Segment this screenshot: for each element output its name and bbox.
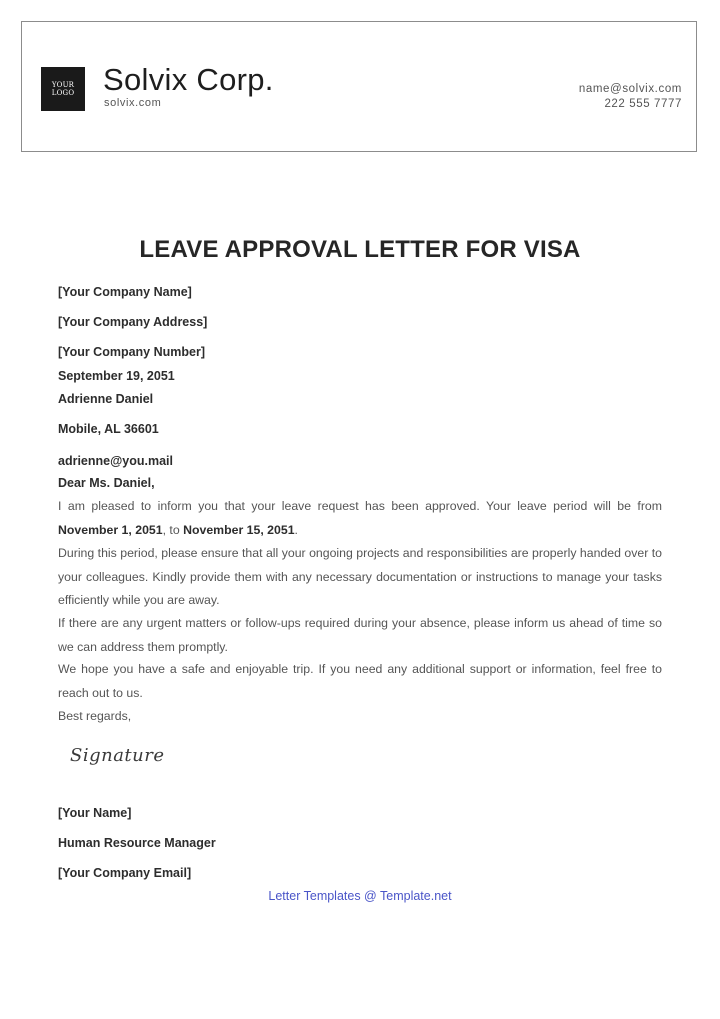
signer-email: [Your Company Email] (58, 866, 192, 880)
salutation: Dear Ms. Daniel, (58, 476, 155, 490)
leave-start-date: November 1, 2051 (58, 522, 163, 537)
leave-end-date: November 15, 2051 (183, 522, 295, 537)
signer-name: [Your Name] (58, 806, 132, 820)
letter-date: September 19, 2051 (58, 369, 175, 383)
company-name: Solvix Corp. (103, 62, 274, 97)
company-address-placeholder: [Your Company Address] (58, 315, 208, 329)
paragraph-handover: During this period, please ensure that all your ongoing projects and responsibilities are properly handed over to your colleagues. Kindly provide them with any necessary documentation or instructions to manage your tasks efficiently while you are away. (58, 546, 662, 607)
signature: Signature (70, 745, 165, 766)
paragraph-wishes: We hope you have a safe and enjoyable trip. If you need any additional support or information, feel free to reach out to us. (58, 662, 662, 700)
paragraph-approval-mid: , to (162, 522, 184, 537)
signer-title: Human Resource Manager (58, 836, 216, 850)
contact-info (579, 82, 682, 112)
company-number-placeholder: [Your Company Number] (58, 345, 205, 359)
logo-text-line1: YOUR (51, 81, 75, 89)
paragraph-approval-tail: . (294, 522, 298, 537)
recipient-city: Mobile, AL 36601 (58, 422, 159, 436)
paragraph-approval-text: I am pleased to inform you that your leave request has been approved. Your leave period will be from (58, 499, 662, 513)
paragraph-urgent: If there are any urgent matters or follow-ups required during your absence, please inform us ahead of time so we can address them promptly. (58, 616, 662, 654)
contact-phone: 222 555 7777 (604, 98, 682, 110)
letter-title: LEAVE APPROVAL LETTER FOR VISA (139, 236, 581, 263)
closing: Best regards, (58, 709, 132, 723)
footer-link[interactable]: Letter Templates @ Template.net (268, 889, 452, 903)
letterhead (21, 21, 697, 152)
paragraph-approval (58, 495, 662, 542)
company-logo (41, 67, 85, 111)
company-name-placeholder: [Your Company Name] (58, 285, 192, 299)
company-website: solvix.com (104, 97, 162, 109)
recipient-name: Adrienne Daniel (58, 392, 154, 406)
contact-email: name@solvix.com (578, 83, 682, 95)
recipient-email: adrienne@you.mail (58, 454, 173, 468)
logo-text-line2: LOGO (51, 89, 75, 97)
